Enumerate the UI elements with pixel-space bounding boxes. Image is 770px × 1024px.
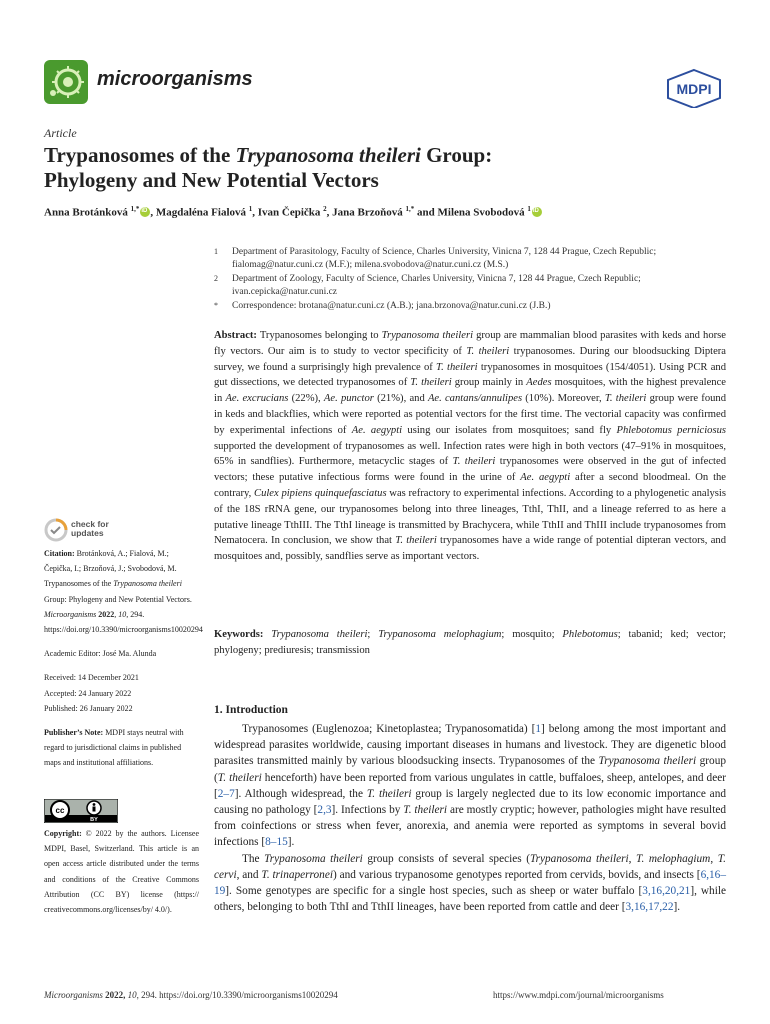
paragraph: Trypanosomes (Euglenozoa; Kinetoplastea; Trypanosomatida) [1] belong among the most important and widespread parasites worldwide, causing important diseases in humans and livestock. They are digenetic blood parasites transmitted mainly by various bloodsucking insects. Trypanosomes of the Trypanosoma theileri group (T. theileri henceforth) have been reported from various ungulates in cattle, buffaloes, sheep, antelopes, and deer [2–7]. Although widespread, the T. theileri group is largely neglected due to its low economic importance and causing no pathology [2,3]. Infections by T. theileri are mostly cryptic; however, pathologies might have resulted from coinfections or stress when fever, anorexia, and anemia were reported as symptoms in several bovid infections [8–15].	[214, 723, 726, 849]
author-affiliation-mark: 1	[527, 205, 531, 213]
mdpi-logo-text: MDPI	[676, 81, 712, 97]
citation-label: Citation:	[44, 549, 75, 558]
copyright-notice: Copyright: © 2022 by the authors. Licensee MDPI, Basel, Switzerland. This article is an open access article distributed under the terms and conditions of the Creative Commons Attribution (CC BY) license (https:// creativecommons.org/licenses/by/ 4.0/).	[44, 829, 199, 915]
introduction-body	[214, 721, 726, 915]
author-separator: ,	[252, 206, 258, 219]
cc-by-license-badge[interactable]	[44, 799, 118, 823]
received-date: Received: 14 December 2021	[44, 673, 139, 683]
citation-link[interactable]: 3,16,17,22	[625, 901, 674, 914]
orcid-icon[interactable]	[532, 207, 542, 217]
author-separator: ,	[150, 206, 156, 219]
academic-editor: Academic Editor: José Ma. Alunda	[44, 649, 157, 659]
affiliation-text: Department of Parasitology, Faculty of Science, Charles University, Vinicna 7, 128 44 Prague, Czech Republic; fialomag@natur.cuni.cz (M.F.); milena.svobodova@natur.cuni.cz (M.S.)	[232, 247, 657, 270]
citation-link[interactable]: 6,16–19	[214, 868, 726, 898]
abstract: Abstract: Trypanosomes belonging to Trypanosoma theileri group are mammalian blood parasites with keds and horse fly vectors. Our aim is to study to vector specificity of T. theileri trypanosomes. During our bloodsucking Diptera survey, we found a surprisingly high prevalence of T. theileri trypanosomes in mosquitoes (154/4051). Using PCR and gut dissections, we detected trypanosomes of T. theileri group mainly in Aedes mosquitoes, with the highest prevalence in Ae. excrucians (22%), Ae. punctor (21%), and Ae. cantans/annulipes (10%). Moreover, T. theileri group were found in keds and blackflies, which were reported as potential vectors for the first time. The vectorial capacity was confirmed by experimental infections of Ae. aegypti using our isolates from mosquitoes; sand fly Phlebotomus perniciosus supported the development of trypanosomes as well. Infection rates were high in both vectors (47–91% in mosquitoes, 65% in sandflies). Furthermore, metacyclic stages of T. theileri trypanosomes were observed in the gut of infected vectors; these putative infectious forms were found in the urine of Ae. aegypti after a second bloodmeal. On the contrary, Culex pipiens quinquefasciatus was refractory to experimental infections. According to a phylogenetic analysis of the 18S rRNA gene, our trypanosomes belong into three lineages, TthI, ThII, and a lineage referred to as here a putative lineage TthIII. The TthI lineage is transmitted by Brachycera, while TthII and ThIII include trypanosomes from Nematocera. In conclusion, we show that T. theileri trypanosomes have a wide range of potential dipteran vectors, and mosquitoes and, possibly, sandflies serve as important vectors.	[214, 330, 727, 563]
title-line1-post: Group:	[420, 143, 493, 167]
sidebar-info	[44, 546, 203, 780]
affiliation-mark: 1	[214, 247, 218, 256]
check-updates-icon	[44, 518, 68, 542]
affiliation-mark: *	[214, 301, 218, 310]
citation-doi[interactable]: , 294. https://doi.org/10.3390/microorganisms10020294	[44, 609, 203, 635]
author-separator: ,	[326, 206, 333, 219]
author-affiliation-mark: 1,*	[405, 205, 415, 213]
correspondence	[214, 300, 729, 313]
keyword: Trypanosoma melophagium	[378, 629, 502, 640]
keyword: Phlebotomus	[562, 629, 618, 640]
by-text: BY	[90, 817, 98, 823]
affiliation-item	[214, 273, 729, 299]
citation-link[interactable]: 1	[535, 723, 542, 735]
citation-link[interactable]: 2,3	[317, 804, 332, 817]
author-affiliation-mark: 2	[323, 205, 327, 213]
title-line1-italic: Trypanosoma theileri	[235, 143, 421, 167]
citation-link[interactable]: 2–7	[217, 787, 235, 800]
author-name[interactable]: Jana Brzoňová	[332, 206, 403, 219]
footer-citation: Microorganisms 2022, 10, 294. https://doi.org/10.3390/microorganisms10020294	[44, 990, 338, 1000]
author-list	[44, 205, 734, 219]
journal-logo	[44, 60, 88, 104]
author-name[interactable]: Anna Brotánková	[44, 206, 128, 219]
affiliation-text: Department of Zoology, Faculty of Science, Charles University, Vinicna 7, 128 44 Prague, Czech Republic; ivan.cepicka@natur.cuni.cz	[232, 274, 641, 297]
author-and: and	[414, 206, 438, 219]
footer-journal-url[interactable]: https://www.mdpi.com/journal/microorganisms	[493, 990, 664, 1000]
author-affiliation-mark: 1	[248, 205, 253, 213]
published-date: Published: 26 January 2022	[44, 703, 133, 713]
section-heading: 1. Introduction	[214, 704, 288, 716]
correspondence-text: Correspondence: brotana@natur.cuni.cz (A.B.); jana.brzonova@natur.cuni.cz (J.B.)	[232, 301, 551, 311]
mdpi-logo	[664, 68, 724, 108]
author-name[interactable]: Milena Svobodová	[437, 206, 525, 219]
keywords-label: Keywords:	[214, 629, 264, 640]
affiliations	[214, 246, 729, 314]
author-name[interactable]: Magdaléna Fialová	[155, 206, 246, 219]
keyword: Trypanosoma theileri	[271, 629, 368, 640]
keywords: Keywords: Trypanosoma theileri; Trypanosoma melophagium; mosquito; Phlebotomus; tabanid; ked; vector; phylogeny; prediuresis; transmission	[214, 629, 726, 656]
citation-link[interactable]: 8–15	[265, 836, 288, 849]
citation-link[interactable]: 3,16,20,21	[642, 885, 691, 898]
citation: Citation: Brotánková, A.; Fialová, M.; Čepička, I.; Brzoňová, J.; Svobodová, M. Trypanosomes of the Trypanosoma theileri Group: Phylogeny and New Potential Vectors. Microorganisms 2022, 10, 294. https://doi.org/10.3390/microorganisms10020294	[44, 549, 203, 635]
dates	[44, 670, 199, 716]
title-line1-pre: Trypanosomes of the	[44, 143, 236, 167]
orcid-icon[interactable]	[140, 207, 150, 217]
cc-text: cc	[55, 806, 65, 815]
author-name[interactable]: Ivan Čepička	[257, 206, 321, 219]
check-updates-label[interactable]: check for updates	[71, 519, 109, 538]
article-type: Article	[44, 126, 77, 140]
affiliation-mark: 2	[214, 274, 218, 283]
publisher-note: Publisher’s Note: MDPI stays neutral with regard to jurisdictional claims in published maps and institutional affiliations.	[44, 728, 184, 768]
title-line2: Phylogeny and New Potential Vectors	[44, 168, 379, 192]
paragraph: The Trypanosoma theileri group consists of several species (Trypanosoma theileri, T. melophagium, T. cervi, and T. trinaperronei) and various trypanosome genotypes reported from cervids, bovids, and insects [6,16–19]. Some genotypes are specific for a single host species, such as sheep or water buffalo [3,16,20,21], while others, belonging to both TthI and TthII lineages, have been reported from cattle and deer [3,16,17,22].	[214, 852, 726, 914]
author-affiliation-mark: 1,*	[130, 205, 140, 213]
affiliation-item	[214, 246, 729, 272]
journal-name: microorganisms	[97, 68, 253, 90]
article-title	[44, 143, 724, 193]
abstract-label: Abstract:	[214, 330, 257, 341]
footer-doi-link[interactable]: , 294. https://doi.org/10.3390/microorganisms10020294	[136, 990, 338, 1000]
accepted-date: Accepted: 24 January 2022	[44, 688, 132, 698]
